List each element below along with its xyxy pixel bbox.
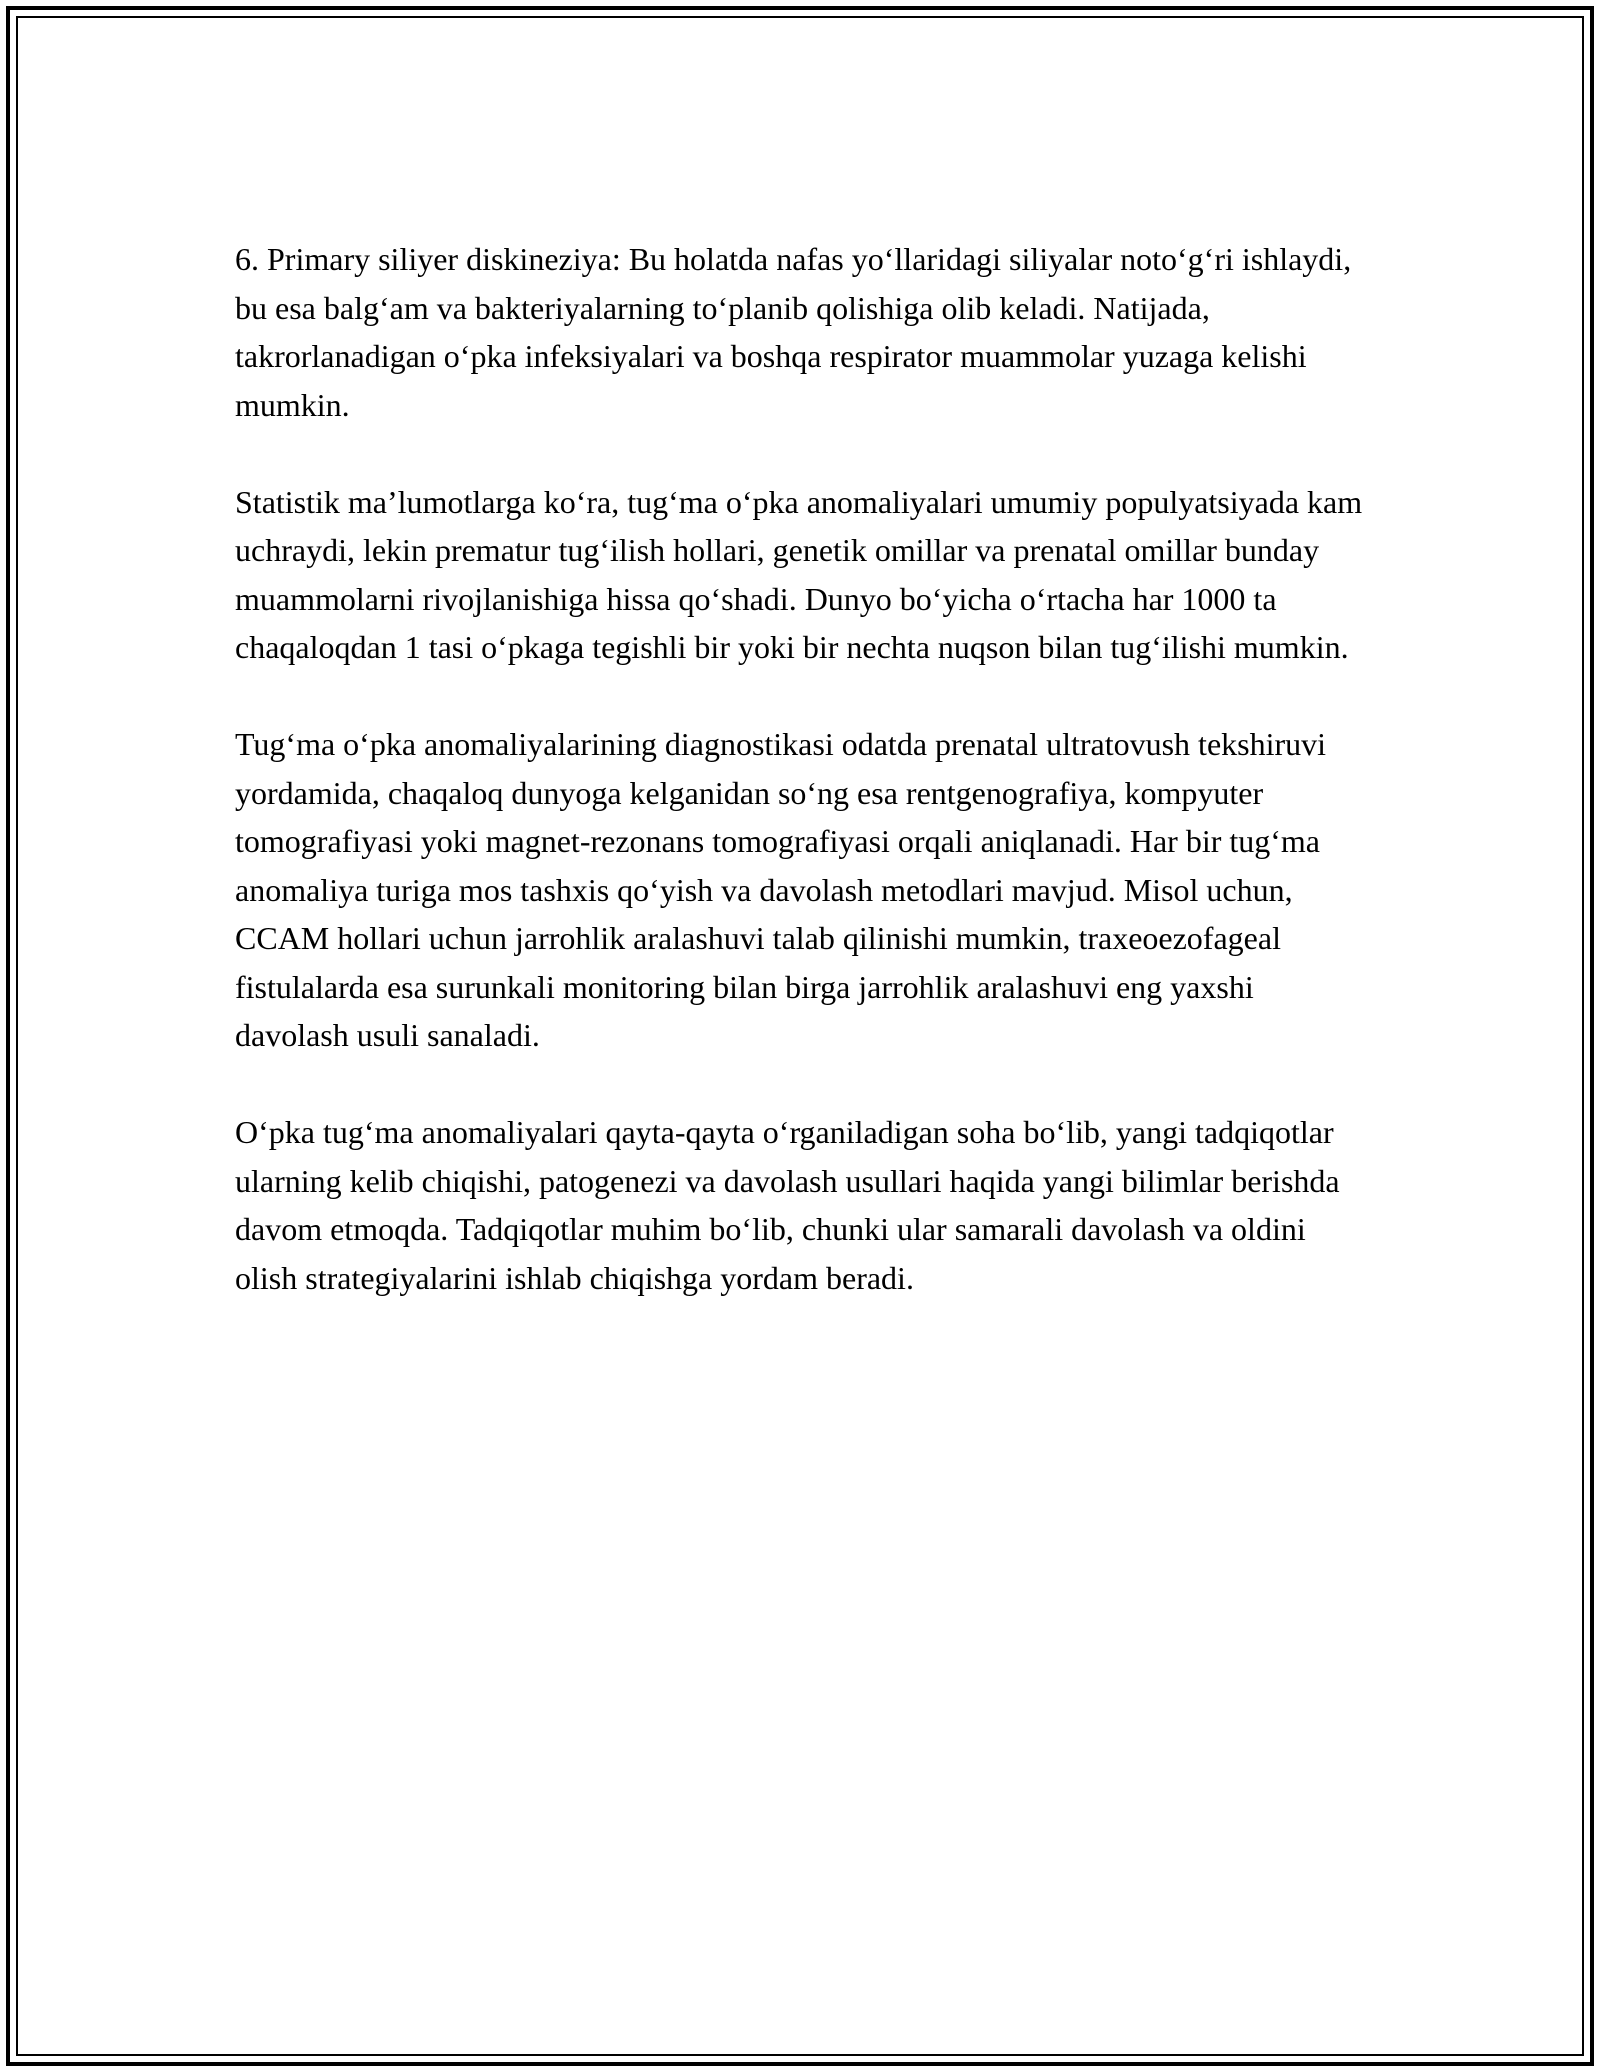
paragraph-primary-ciliary-dyskinesia: 6. Primary siliyer diskineziya: Bu holatda nafas yo‘llaridagi siliyalar noto‘g‘ri ishlaydi, bu esa balg‘am va bakteriyalarning to‘planib qolishiga olib keladi. Natijada, takrorlanadigan o‘pka infeksiyalari va boshqa respirator muammolar yuzaga kelishi mumkin. [235, 241, 1352, 423]
paragraph-diagnostics: Tug‘ma o‘pka anomaliyalarining diagnostikasi odatda prenatal ultratovush tekshiruvi yordamida, chaqaloq dunyoga kelganidan so‘ng esa rentgenografiya, kompyuter tomografiyasi yoki magnet-rezonans tomografiyasi orqali aniqlanadi. Har bir tug‘ma anomaliya turiga mos tashxis qo‘yish va davolash metodlari mavjud. Misol uchun, CCAM hollari uchun jarrohlik aralashuvi talab qilinishi mumkin, traxeoezofageal fistulalarda esa surunkali monitoring bilan birga jarrohlik aralashuvi eng yaxshi davolash usuli sanaladi. [235, 726, 1327, 1053]
paragraph-statistics: Statistik ma’lumotlarga ko‘ra, tug‘ma o‘pka anomaliyalari umumiy populyatsiyada kam uchraydi, lekin prematur tug‘ilish hollari, genetik omillar va prenatal omillar bunday muammolarni rivojlanishiga hissa qo‘shadi. Dunyo bo‘yicha o‘rtacha har 1000 ta chaqaloqdan 1 tasi o‘pkaga tegishli bir yoki bir nechta nuqson bilan tug‘ilishi mumkin. [235, 483, 1363, 665]
paragraph-research: O‘pka tug‘ma anomaliyalari qayta-qayta o‘rganiladigan soha bo‘lib, yangi tadqiqotlar ularning kelib chiqishi, patogenezi va davolash usullari haqida yangi bilimlar berishda davom etmoqda. Tadqiqotlar muhim bo‘lib, chunki ular samarali davolash va oldini olish strategiyalarini ishlab chiqishga yordam beradi. [235, 1114, 1340, 1296]
document-body [235, 235, 1365, 1302]
